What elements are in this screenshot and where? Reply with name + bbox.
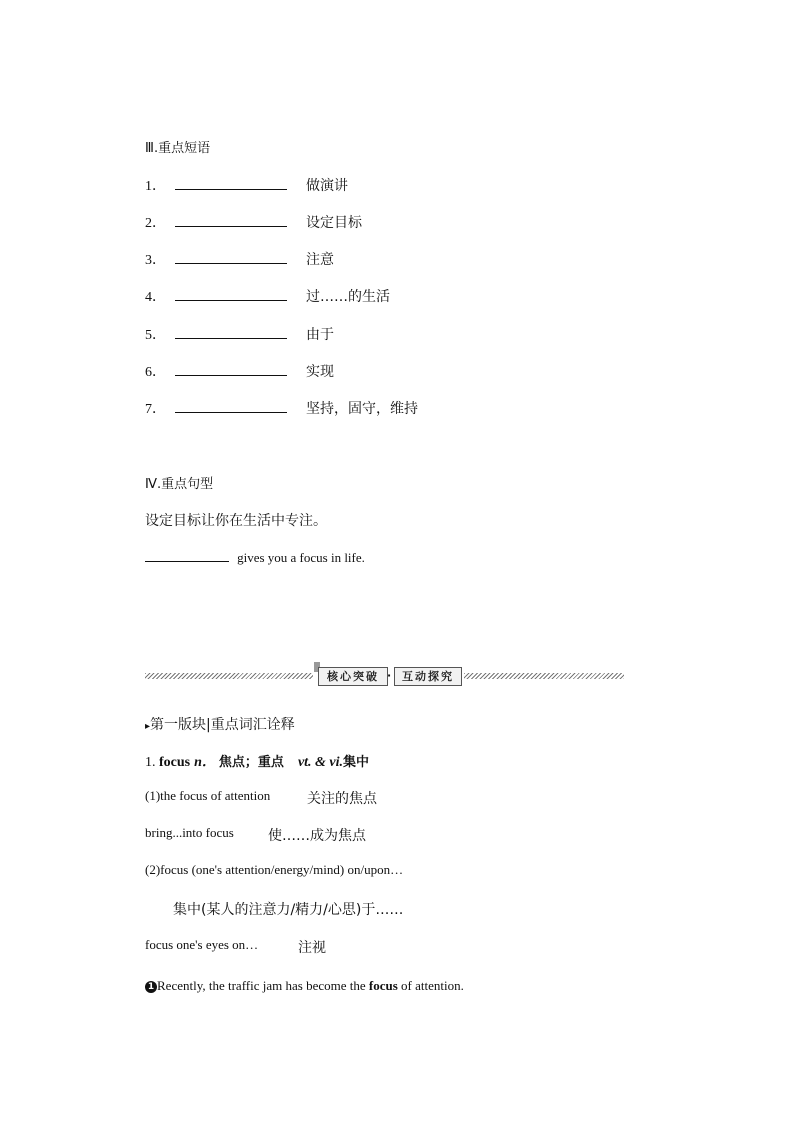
answer-blank bbox=[175, 324, 287, 339]
item-meaning: 做演讲 bbox=[306, 178, 348, 194]
sentence-english bbox=[145, 547, 365, 566]
entry-pos: n． bbox=[194, 755, 216, 770]
answer-blank bbox=[175, 175, 287, 190]
example-number-badge: 1 bbox=[145, 981, 157, 993]
phrase-row bbox=[145, 249, 287, 269]
item-meaning: 由于 bbox=[306, 327, 334, 343]
phrase-cn: 集中(某人的注意力/精力/心思)于…… bbox=[173, 902, 404, 918]
phrase-en: (1)the focus of attention bbox=[145, 788, 271, 803]
phrase-cn: 关注的焦点 bbox=[307, 791, 377, 807]
item-number: 1． bbox=[145, 179, 166, 194]
example-keyword: focus bbox=[368, 978, 398, 993]
item-meaning: 设定目标 bbox=[306, 215, 362, 231]
phrase-en: (2)focus (one's attention/energy/mind) on/upon… bbox=[145, 862, 404, 877]
sentence-english-text: gives you a focus in life. bbox=[237, 550, 365, 565]
item-meaning: 过……的生活 bbox=[306, 289, 390, 305]
phrase-en: bring...into focus bbox=[145, 825, 234, 840]
entry-number: 1. bbox=[145, 755, 159, 770]
example-text: Recently, the traffic jam has become the bbox=[157, 978, 369, 993]
item-meaning: 注意 bbox=[306, 252, 334, 268]
section-heading: Ⅳ.重点句型 bbox=[145, 477, 214, 492]
section-heading: Ⅲ.重点短语 bbox=[145, 141, 211, 156]
phrase-cn: 注视 bbox=[298, 940, 326, 956]
sentence-chinese: 设定目标让你在生活中专注。 bbox=[145, 513, 327, 529]
item-meaning: 坚持，固守，维持 bbox=[306, 401, 418, 417]
answer-blank bbox=[175, 212, 287, 227]
entry-word: focus bbox=[159, 755, 191, 770]
item-number: 6． bbox=[145, 365, 166, 380]
item-number: 3． bbox=[145, 253, 166, 268]
phrase-row bbox=[145, 398, 287, 418]
phrase-row bbox=[145, 175, 287, 195]
answer-blank bbox=[175, 249, 287, 264]
block-title-text: 第一版块|重点词汇诠释 bbox=[150, 717, 295, 733]
vocab-entry bbox=[145, 751, 369, 771]
banner-dot: · bbox=[387, 669, 392, 682]
answer-blank bbox=[175, 398, 287, 413]
item-number: 4． bbox=[145, 290, 166, 305]
entry-pos: vt. & vi. bbox=[297, 755, 344, 770]
example-text: of attention. bbox=[397, 978, 464, 993]
phrase-en: focus one's eyes on… bbox=[145, 937, 259, 952]
entry-meaning: 集中 bbox=[343, 755, 370, 770]
answer-blank bbox=[145, 547, 229, 562]
answer-blank bbox=[175, 286, 287, 301]
item-meaning: 实现 bbox=[306, 364, 334, 380]
block-title bbox=[145, 714, 295, 734]
banner-hatch-right bbox=[464, 673, 624, 679]
phrase-row bbox=[145, 286, 287, 306]
phrase-row bbox=[145, 324, 287, 344]
phrase-row bbox=[145, 361, 287, 381]
banner-left-label: 核心突破 bbox=[318, 667, 388, 686]
phrase-row bbox=[145, 212, 287, 232]
entry-meaning: 焦点；重点 bbox=[218, 755, 284, 770]
item-number: 5． bbox=[145, 328, 166, 343]
banner-right-label: 互动探究 bbox=[394, 667, 462, 686]
banner-hatch-left bbox=[145, 673, 313, 679]
phrase-cn: 使……成为焦点 bbox=[268, 828, 366, 844]
item-number: 2． bbox=[145, 216, 166, 231]
answer-blank bbox=[175, 361, 287, 376]
example-sentence bbox=[145, 975, 464, 994]
triangle-marker-icon: ▸ bbox=[145, 721, 151, 732]
item-number: 7． bbox=[145, 402, 166, 417]
